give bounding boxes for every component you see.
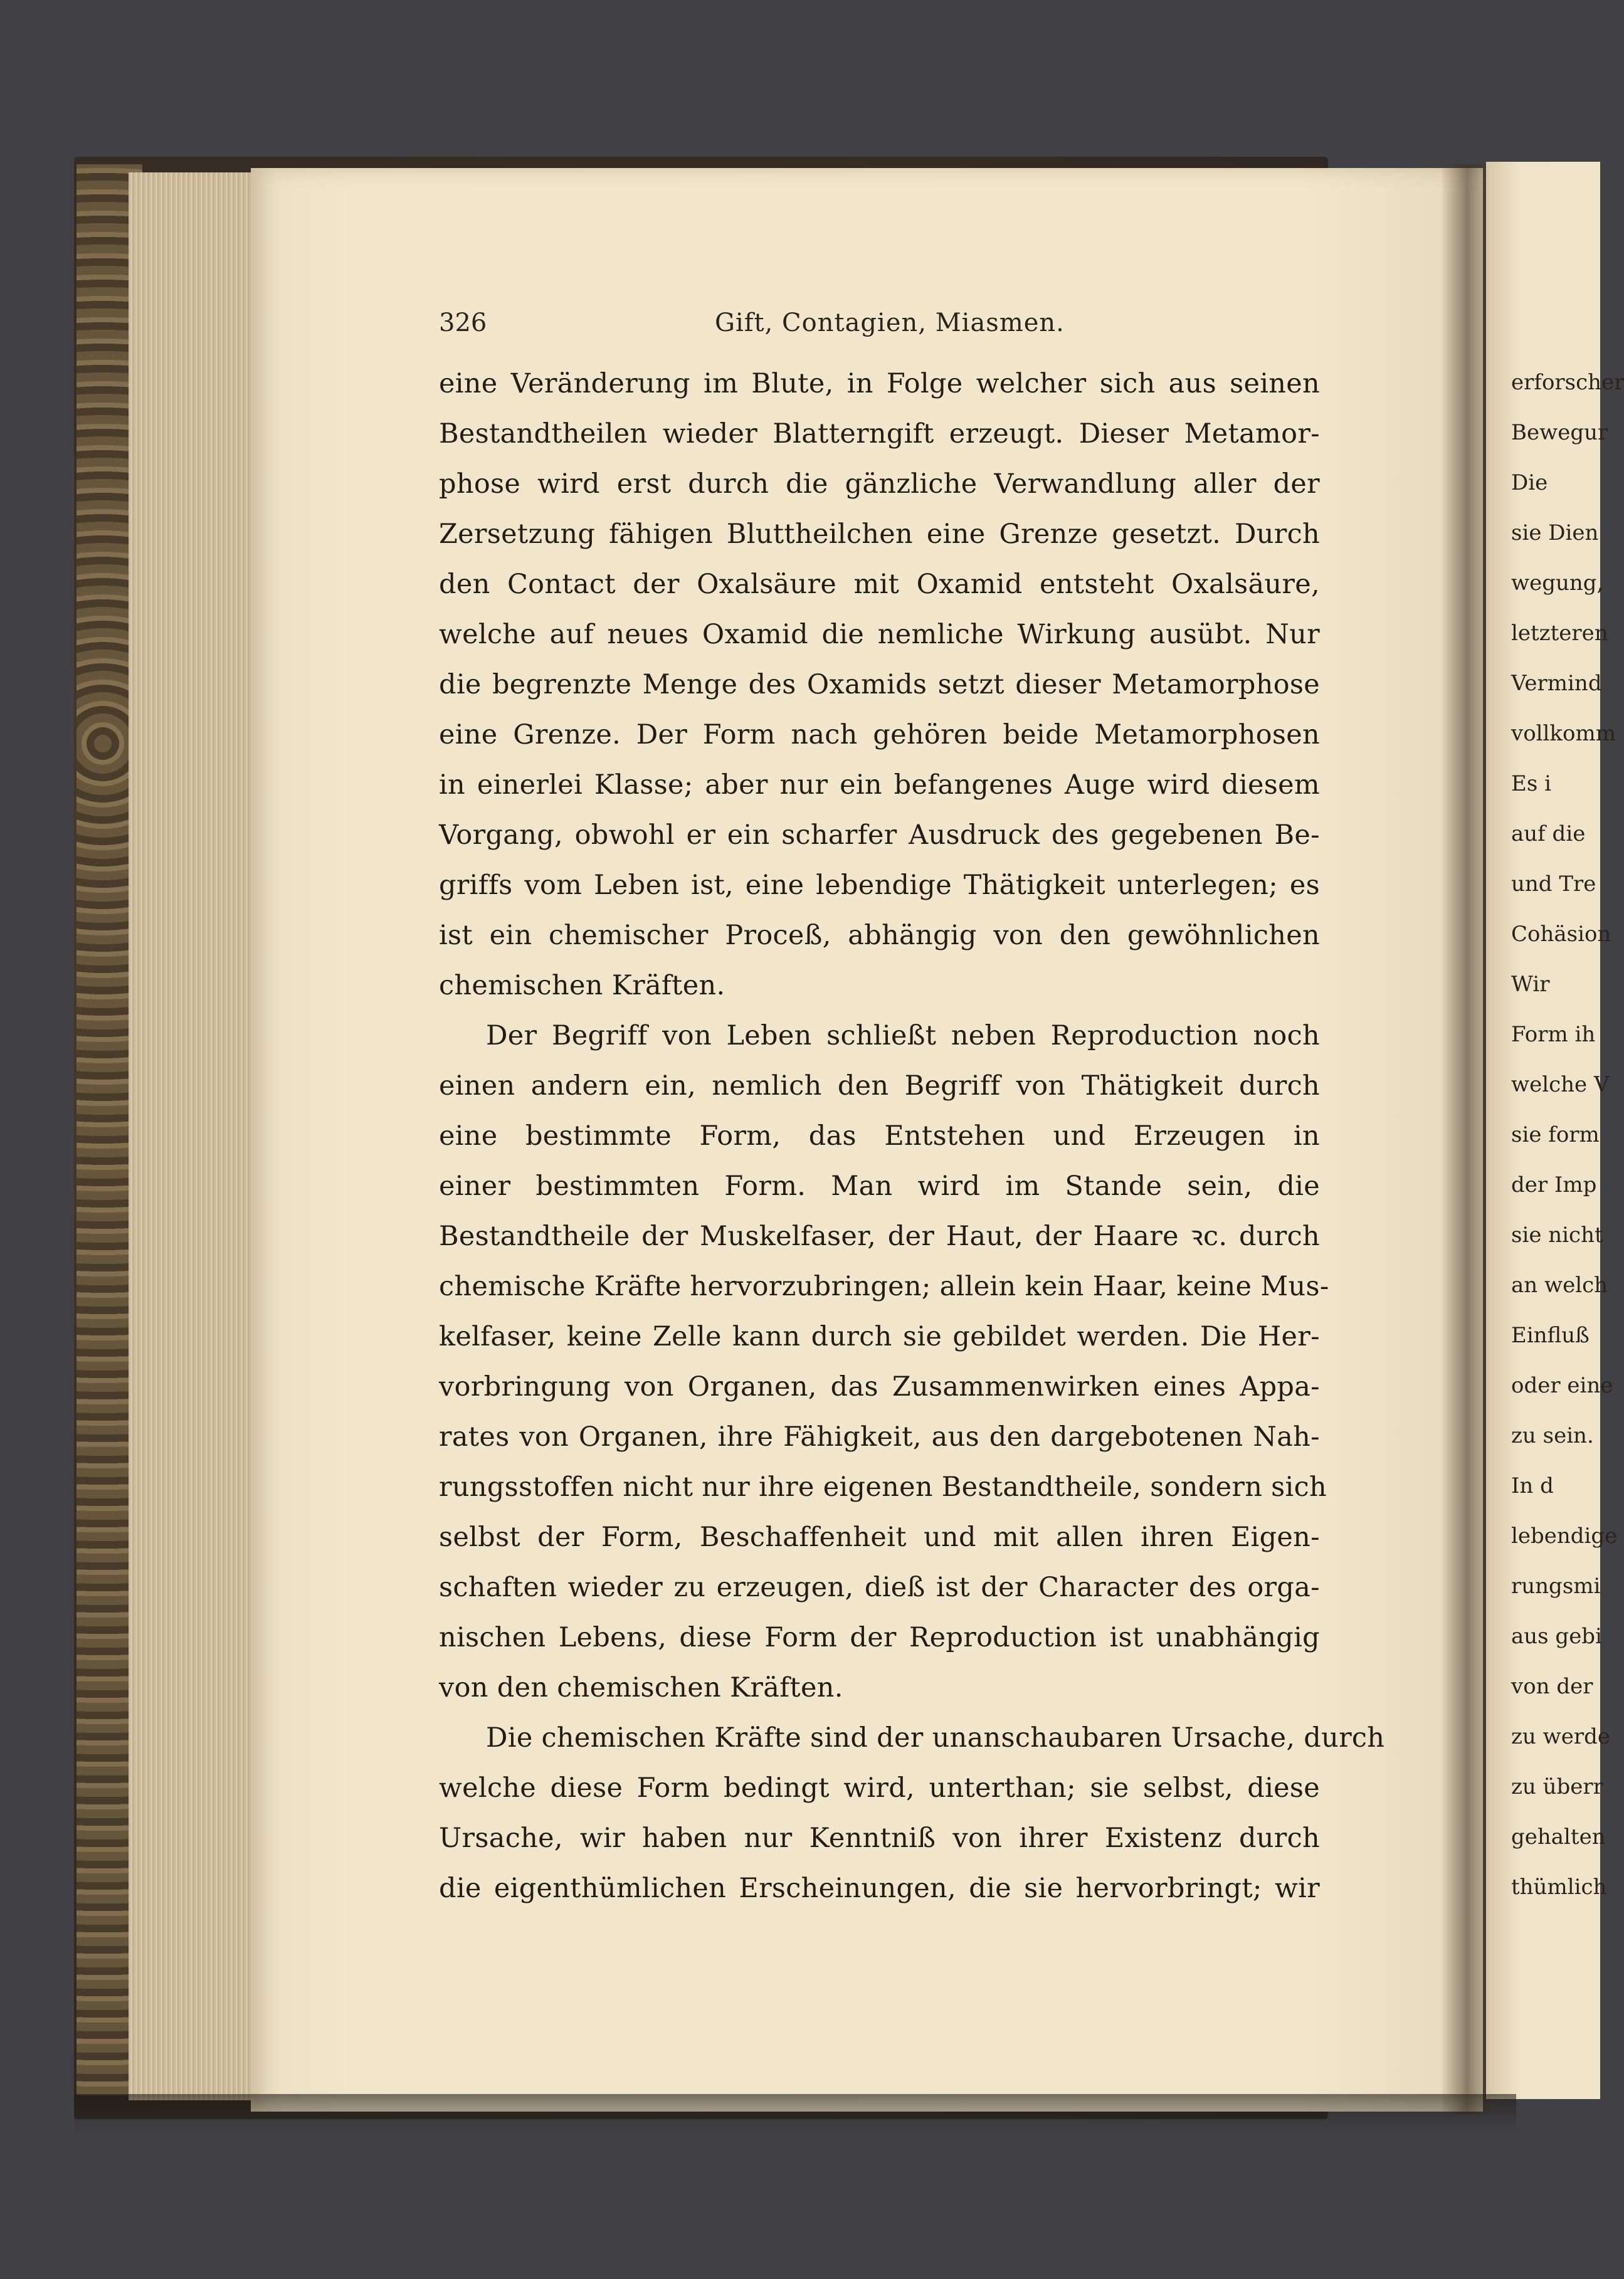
text-line: chemischen Kräften. <box>439 970 725 1001</box>
running-title: Gift, Contagien, Miasmen. <box>715 308 1065 337</box>
text-line: kelfaser, keine Zelle kann durch sie gebildet werden. Die Her- <box>439 1321 1320 1352</box>
page-edges <box>129 172 257 2100</box>
text-line: selbst der Form, Beschaffenheit und mit allen ihren Eigen- <box>439 1522 1320 1553</box>
next-page-line: Form ih <box>1511 1022 1596 1047</box>
next-page-line: lebendige <box>1511 1524 1618 1549</box>
next-page-line: letzteren <box>1511 621 1608 646</box>
page-header <box>439 308 1329 346</box>
next-page-line: sie form <box>1511 1122 1600 1147</box>
next-page-line: sie nicht <box>1511 1223 1603 1248</box>
next-page-line: der Imp <box>1511 1172 1597 1197</box>
next-page-line: In d <box>1511 1473 1554 1498</box>
next-page-line: wegung, <box>1511 571 1604 596</box>
text-line: den Contact der Oxalsäure mit Oxamid entsteht Oxalsäure, <box>439 569 1320 600</box>
text-line: in einerlei Klasse; aber nur ein befangenes Auge wird diesem <box>439 769 1320 801</box>
page-number: 326 <box>439 308 487 337</box>
text-line: welche auf neues Oxamid die nemliche Wirkung ausübt. Nur <box>439 619 1320 650</box>
bottom-shadow <box>74 2094 1516 2132</box>
text-line: eine Grenze. Der Form nach gehören beide Metamorphosen <box>439 719 1320 750</box>
next-page-line: von der <box>1511 1674 1593 1699</box>
text-line: Zersetzung fähigen Bluttheilchen eine Grenze gesetzt. Durch <box>439 518 1320 550</box>
next-page-line: an welch <box>1511 1273 1608 1298</box>
text-line: die begrenzte Menge des Oxamids setzt dieser Metamorphose <box>439 669 1320 700</box>
text-line: welche diese Form bedingt wird, unterthan; sie selbst, diese <box>439 1772 1320 1804</box>
next-page-line: Wir <box>1511 972 1550 997</box>
next-page-line: zu überr <box>1511 1774 1603 1799</box>
text-line: Bestandtheile der Muskelfaser, der Haut, der Haare ꝛc. durch <box>439 1221 1320 1252</box>
next-page-line: welche V <box>1511 1072 1610 1097</box>
next-page-line: oder eine <box>1511 1373 1613 1398</box>
text-line: griffs vom Leben ist, eine lebendige Thätigkeit unterlegen; es <box>439 870 1320 901</box>
text-line: einen andern ein, nemlich den Begriff von Thätigkeit durch <box>439 1070 1320 1102</box>
next-page-line: vollkomm <box>1511 721 1616 746</box>
right-page-text <box>1511 357 1624 1912</box>
next-page-line: sie Dien <box>1511 520 1599 545</box>
text-line: Ursache, wir haben nur Kenntniß von ihrer Existenz durch <box>439 1823 1320 1854</box>
next-page-line: Cohäsion <box>1511 922 1611 947</box>
next-page-line: thümlich <box>1511 1875 1607 1900</box>
text-line: Der Begriff von Leben schließt neben Reproduction noch <box>486 1020 1320 1051</box>
next-page-line: zu sein. <box>1511 1423 1594 1448</box>
next-page-line: rungsmi <box>1511 1574 1601 1599</box>
text-line: Vorgang, obwohl er ein scharfer Ausdruck des gegebenen Be- <box>439 819 1320 851</box>
next-page-line: Es i <box>1511 771 1551 796</box>
book-gutter <box>1442 164 1492 2114</box>
next-page-line: gehalten <box>1511 1824 1606 1850</box>
next-page-line: auf die <box>1511 821 1586 846</box>
text-line: eine Veränderung im Blute, in Folge welcher sich aus seinen <box>439 368 1320 399</box>
text-line: die eigenthümlichen Erscheinungen, die sie hervorbringt; wir <box>439 1873 1320 1904</box>
text-line: chemische Kräfte hervorzubringen; allein kein Haar, keine Mus- <box>439 1271 1329 1302</box>
text-line: phose wird erst durch die gänzliche Verwandlung aller der <box>439 468 1320 500</box>
next-page-line: Vermind <box>1511 671 1602 696</box>
text-line: ist ein chemischer Proceß, abhängig von den gewöhnlichen <box>439 920 1320 951</box>
next-page-line: Bewegur <box>1511 420 1608 445</box>
text-line: von den chemischen Kräften. <box>439 1672 843 1703</box>
text-line: Die chemischen Kräfte sind der unanschaubaren Ursache, durch <box>486 1722 1385 1754</box>
text-line: eine bestimmte Form, das Entstehen und Erzeugen in <box>439 1120 1320 1152</box>
text-line: Bestandtheilen wieder Blatterngift erzeugt. Dieser Metamor- <box>439 418 1320 450</box>
next-page-line: und Tre <box>1511 871 1596 897</box>
body-text <box>439 359 1385 1913</box>
next-page-line: zu werde <box>1511 1724 1610 1749</box>
text-line: nischen Lebens, diese Form der Reproduction ist unabhängig <box>439 1622 1320 1653</box>
text-line: rates von Organen, ihre Fähigkeit, aus den dargebotenen Nah- <box>439 1421 1320 1453</box>
text-line: vorbringung von Organen, das Zusammenwirken eines Appa- <box>439 1371 1320 1403</box>
next-page-line: Die <box>1511 470 1548 495</box>
next-page-line: aus gebi <box>1511 1624 1602 1649</box>
next-page-line: Einfluß <box>1511 1323 1590 1348</box>
text-line: einer bestimmten Form. Man wird im Stande sein, die <box>439 1171 1320 1202</box>
text-line: rungsstoffen nicht nur ihre eigenen Bestandtheile, sondern sich <box>439 1471 1327 1503</box>
next-page-line: erforscher <box>1511 370 1624 395</box>
text-line: schaften wieder zu erzeugen, dieß ist der Character des orga- <box>439 1572 1320 1603</box>
